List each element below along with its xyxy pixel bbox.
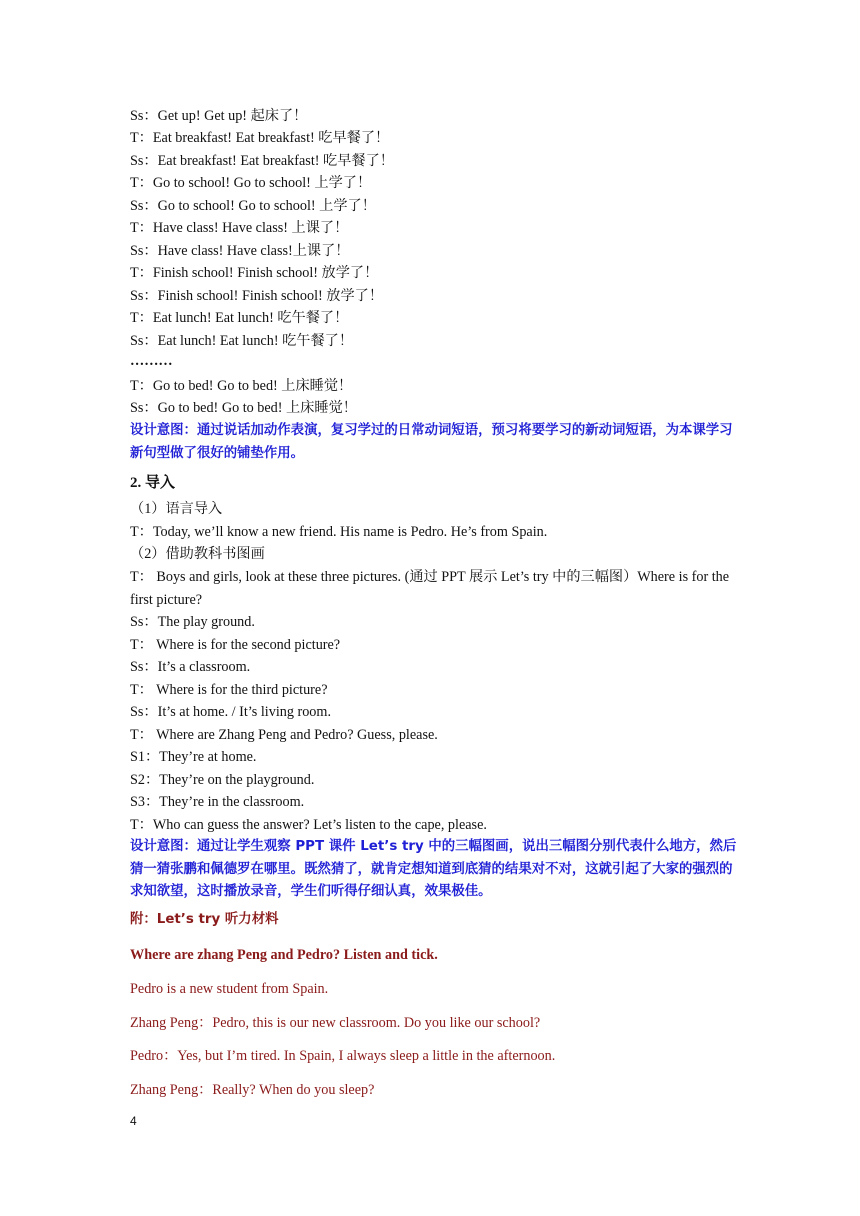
page-number: 4 xyxy=(130,1114,137,1128)
dialogue-line: Ss：Eat breakfast! Eat breakfast! 吃早餐了！ xyxy=(130,153,394,169)
dialogue-line: Ss：It’s at home. / It’s living room. xyxy=(130,704,331,720)
ellipsis: ……… xyxy=(130,353,173,369)
listening-line: Zhang Peng：Pedro, this is our new classroom. Do you like our school? xyxy=(130,1015,541,1031)
dialogue-line: T：Finish school! Finish school! 放学了！ xyxy=(130,265,379,281)
dialogue-line: Ss：The play ground. xyxy=(130,614,255,630)
dialogue-line: S2：They’re on the playground. xyxy=(130,772,315,788)
subsection-label: （2）借助教科书图画 xyxy=(130,546,265,562)
listening-line: Pedro is a new student from Spain. xyxy=(130,981,329,997)
dialogue-paragraph: T： Boys and girls, look at these three pictures. (通过 PPT 展示 Let’s try 中的三幅图）Where is for the first picture? xyxy=(130,569,730,608)
appendix-subtitle: Where are zhang Peng and Pedro? Listen and tick. xyxy=(130,947,438,963)
dialogue-line: S1：They’re at home. xyxy=(130,749,257,765)
dialogue-line: T： Where is for the third picture? xyxy=(130,682,328,698)
dialogue-line: S3：They’re in the classroom. xyxy=(130,794,305,810)
dialogue-line: Ss：Have class! Have class!上课了！ xyxy=(130,243,350,259)
dialogue-line: Ss：Go to school! Go to school! 上学了！ xyxy=(130,198,376,214)
dialogue-line: T：Have class! Have class! 上课了！ xyxy=(130,220,349,236)
dialogue-line: T： Where is for the second picture? xyxy=(130,637,341,653)
dialogue-line: Ss：Go to bed! Go to bed! 上床睡觉！ xyxy=(130,400,357,416)
dialogue-line: Ss：Get up! Get up! 起床了！ xyxy=(130,108,308,124)
design-note: 设计意图：通过说话加动作表演，复习学过的日常动词短语，预习将要学习的新动词短语，为本课学习新句型做了很好的铺垫作用。 xyxy=(130,423,733,461)
listening-line: Zhang Peng：Really? When do you sleep? xyxy=(130,1082,375,1098)
dialogue-line: Ss：It’s a classroom. xyxy=(130,659,251,675)
subsection-label: （1）语言导入 xyxy=(130,501,223,517)
dialogue-line: Ss：Eat lunch! Eat lunch! 吃午餐了！ xyxy=(130,333,354,349)
dialogue-line: T：Go to bed! Go to bed! 上床睡觉！ xyxy=(130,378,353,394)
dialogue-line: T：Eat lunch! Eat lunch! 吃午餐了！ xyxy=(130,310,349,326)
dialogue-line: T：Eat breakfast! Eat breakfast! 吃早餐了！ xyxy=(130,130,390,146)
section-heading: 2. 导入 xyxy=(130,475,176,491)
dialogue-line: T：Go to school! Go to school! 上学了！ xyxy=(130,175,372,191)
appendix-title: 附：Let’s try 听力材料 xyxy=(130,912,279,927)
dialogue-line: T： Where are Zhang Peng and Pedro? Guess, please. xyxy=(130,727,438,743)
dialogue-line: T：Today, we’ll know a new friend. His name is Pedro. He’s from Spain. xyxy=(130,524,548,540)
dialogue-line: T：Who can guess the answer? Let’s listen to the cape, please. xyxy=(130,817,487,833)
listening-line: Pedro：Yes, but I’m tired. In Spain, I always sleep a little in the afternoon. xyxy=(130,1048,556,1064)
dialogue-line: Ss：Finish school! Finish school! 放学了！ xyxy=(130,288,384,304)
design-note: 设计意图：通过让学生观察 PPT 课件 Let’s try 中的三幅图画，说出三幅图分别代表什么地方，然后猜一猜张鹏和佩德罗在哪里。既然猜了，就肯定想知道到底猜的结果对不对，这就引起了大家的强烈的求知欲望，这时播放录音，学生们听得仔细认真，效果极佳。 xyxy=(130,839,737,899)
